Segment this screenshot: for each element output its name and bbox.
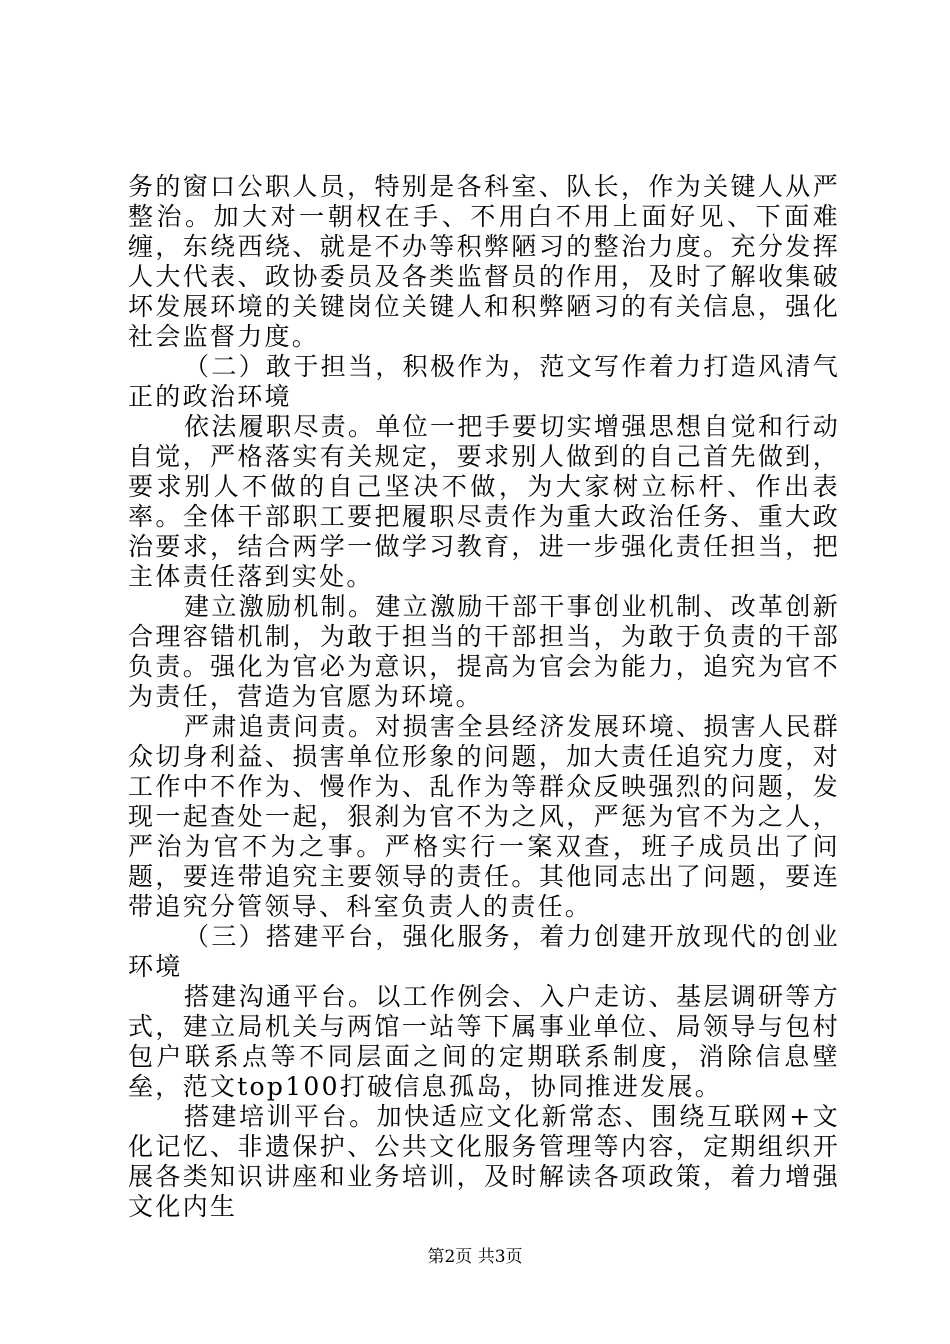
paragraph-communication-platform: 搭建沟通平台。以工作例会、入户走访、基层调研等方式，建立局机关与两馆一站等下属事业单位、局领导与包村包户联系点等不同层面之间的定期联系制度，消除信息壁垒，范文top100打破信息孤岛，协同推进发展。	[128, 982, 840, 1101]
section-heading-3: （三）搭建平台，强化服务，着力创建开放现代的创业环境	[128, 922, 840, 981]
paragraph-lawful-duty: 依法履职尽责。单位一把手要切实增强思想自觉和行动自觉，严格落实有关规定，要求别人做到的自己首先做到，要求别人不做的自己坚决不做，为大家树立标杆、作出表率。全体干部职工要把履职尽责作为重大政治任务、重大政治要求，结合两学一做学习教育，进一步强化责任担当，把主体责任落到实处。	[128, 412, 840, 591]
paragraph-continuation: 务的窗口公职人员，特别是各科室、队长，作为关键人从严整治。加大对一朝权在手、不用白不用上面好见、下面难缠，东绕西绕、就是不办等积弊陋习的整治力度。充分发挥人大代表、政协委员及各类监督员的作用，及时了解收集破坏发展环境的关键岗位关键人和积弊陋习的有关信息，强化社会监督力度。	[128, 172, 840, 351]
page-number-footer: 第2页 共3页	[427, 1247, 523, 1267]
paragraph-accountability: 严肃追责问责。对损害全县经济发展环境、损害人民群众切身利益、损害单位形象的问题，加大责任追究力度，对工作中不作为、慢作为、乱作为等群众反映强烈的问题，发现一起查处一起，狠刹为官不为之风，严惩为官不为之人，严治为官不为之事。严格实行一案双查，班子成员出了问题，要连带追究主要领导的责任。其他同志出了问题，要连带追究分管领导、科室负责人的责任。	[128, 712, 840, 921]
section-heading-2: （二）敢于担当，积极作为，范文写作着力打造风清气正的政治环境	[128, 352, 840, 411]
document-body	[128, 172, 840, 1222]
paragraph-training-platform: 搭建培训平台。加快适应文化新常态、围绕互联网+文化记忆、非遗保护、公共文化服务管理等内容，定期组织开展各类知识讲座和业务培训，及时解读各项政策，着力增强文化内生	[128, 1102, 840, 1221]
paragraph-incentive: 建立激励机制。建立激励干部干事创业机制、改革创新合理容错机制，为敢于担当的干部担当，为敢于负责的干部负责。强化为官必为意识，提高为官会为能力，追究为官不为责任，营造为官愿为环境。	[128, 592, 840, 711]
